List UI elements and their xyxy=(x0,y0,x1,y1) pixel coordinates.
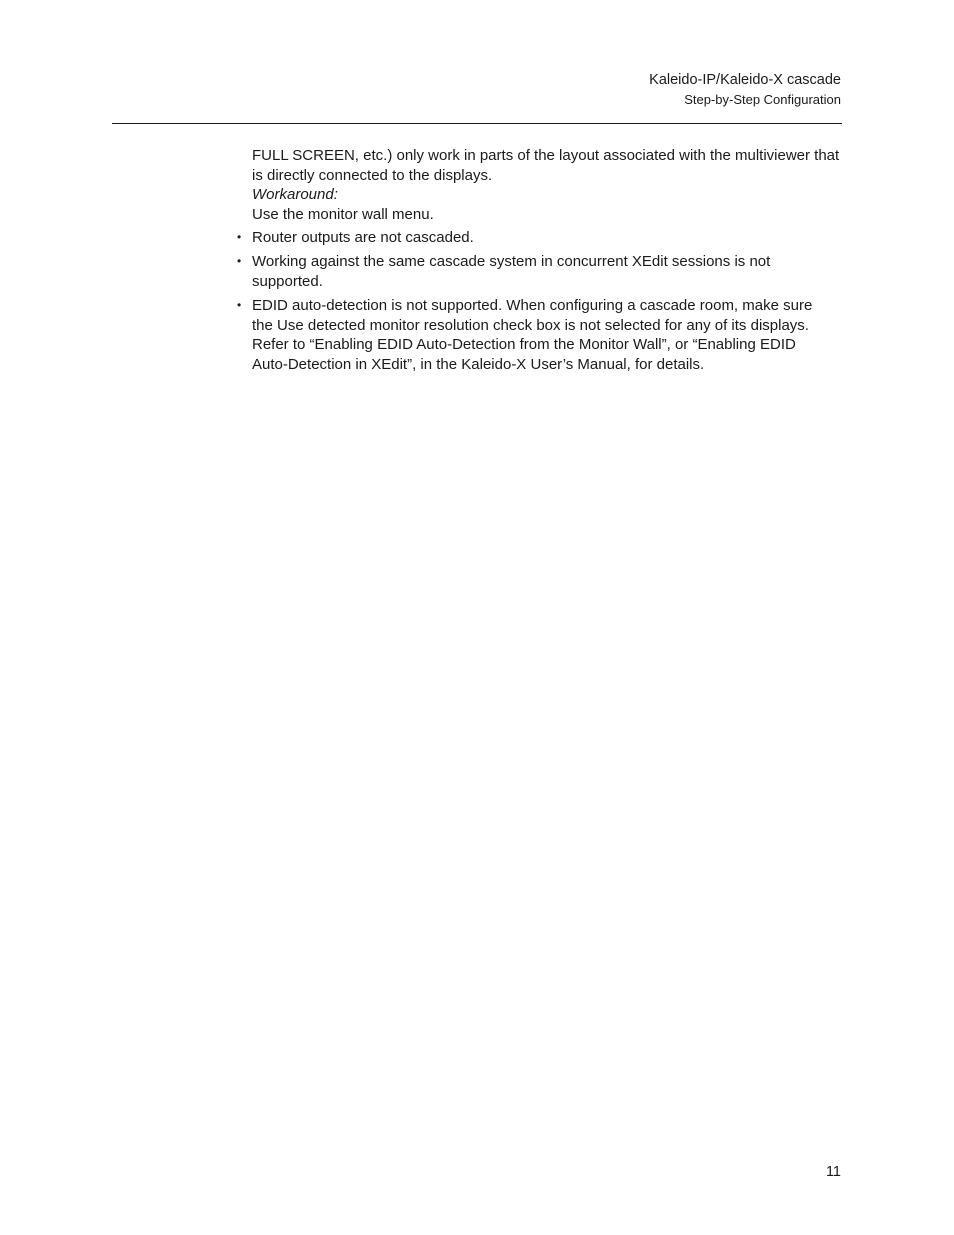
header-title: Kaleido-IP/Kaleido-X cascade xyxy=(649,72,841,88)
workaround-label: Workaround: xyxy=(252,186,338,204)
bullet-icon: • xyxy=(237,254,242,269)
list-item-line: supported. xyxy=(252,272,323,290)
list-item-line: Auto-Detection in XEdit”, in the Kaleido-X User’s Manual, for details. xyxy=(252,355,705,373)
bullet-icon: • xyxy=(237,297,242,312)
limitations-list xyxy=(237,228,852,374)
header-subtitle: Step-by-Step Configuration xyxy=(684,92,841,107)
continued-line-1: FULL SCREEN, etc.) only work in parts of the layout associated with the multiviewer that xyxy=(252,147,840,164)
bullet-icon: • xyxy=(237,230,242,245)
workaround-line xyxy=(252,185,852,224)
list-item-line: Working against the same cascade system in concurrent XEdit sessions is not xyxy=(252,253,771,271)
list-item xyxy=(237,296,852,374)
list-item-line: the Use detected monitor resolution check box is not selected for any of its displays. xyxy=(252,316,809,334)
page-number: 11 xyxy=(825,1164,841,1180)
page-body xyxy=(237,146,852,379)
list-item xyxy=(237,228,852,248)
list-item-line: EDID auto-detection is not supported. When configuring a cascade room, make sure xyxy=(252,296,813,314)
list-item-line: Refer to “Enabling EDID Auto-Detection from the Monitor Wall”, or “Enabling EDID xyxy=(252,336,796,354)
continued-paragraph xyxy=(252,146,852,224)
continued-line-2: is directly connected to the displays. xyxy=(252,166,493,184)
workaround-text: Use the monitor wall menu. xyxy=(252,205,434,223)
header-divider xyxy=(112,123,842,124)
list-item xyxy=(237,252,852,291)
running-header xyxy=(649,70,841,110)
list-item-line: Router outputs are not cascaded. xyxy=(252,229,474,247)
